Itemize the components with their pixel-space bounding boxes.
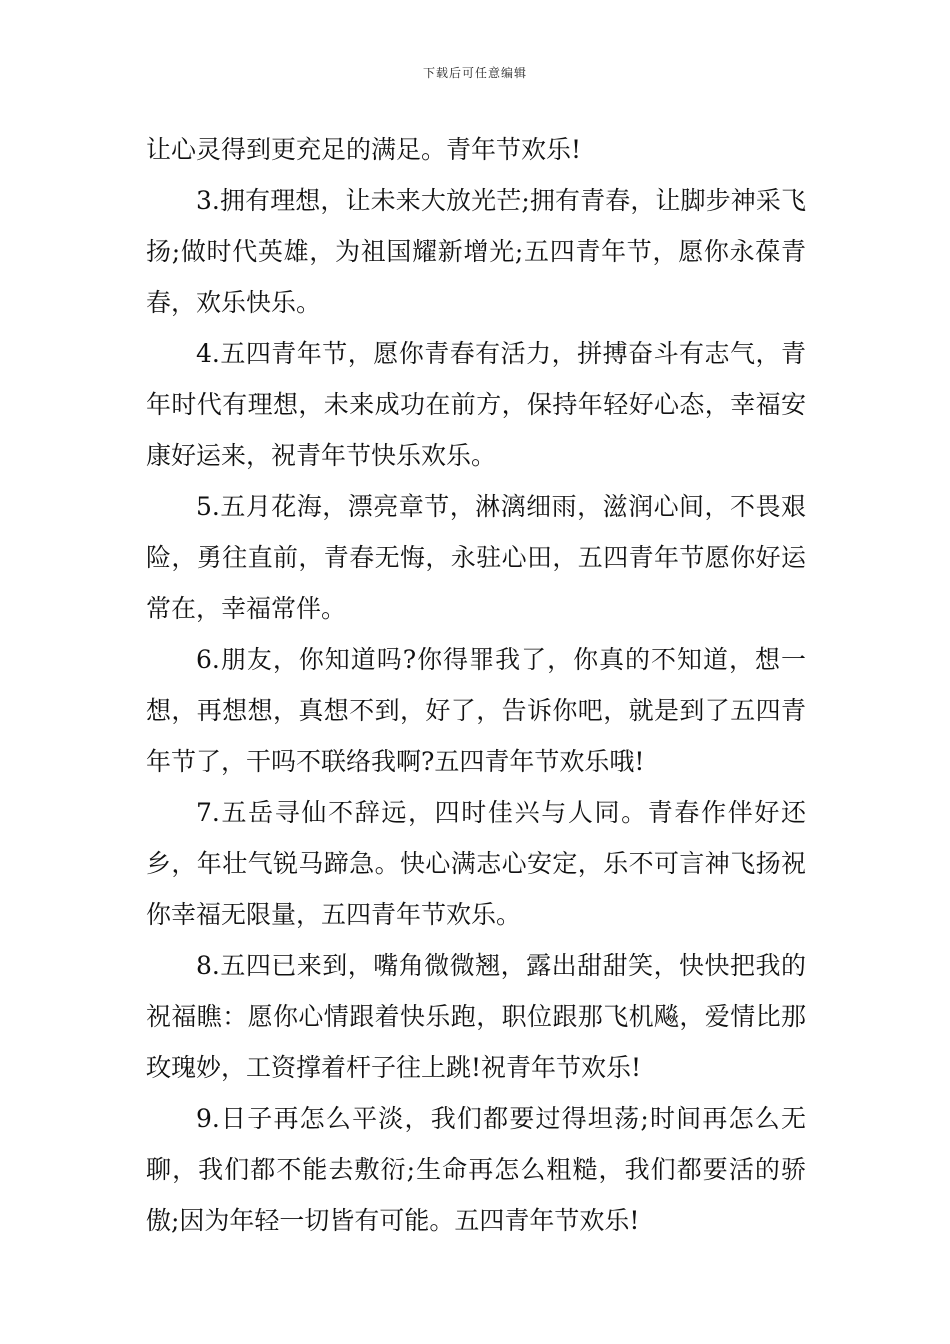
paragraph-item-9: 9.日子再怎么平淡，我们都要过得坦荡;时间再怎么无聊，我们都不能去敷衍;生命再怎么粗糙，我们都要活的骄傲;因为年轻一切皆有可能。五四青年节欢乐! <box>146 1104 806 1235</box>
page-header: 下载后可任意编辑 <box>422 66 527 80</box>
paragraph-item-3: 3.拥有理想，让未来大放光芒;拥有青春，让脚步神采飞扬;做时代英雄，为祖国耀新增光;五四青年节，愿你永葆青春，欢乐快乐。 <box>146 186 806 317</box>
paragraph-continuation: 让心灵得到更充足的满足。青年节欢乐! <box>146 135 582 164</box>
paragraph-item-6: 6.朋友，你知道吗?你得罪我了，你真的不知道，想一想，再想想，真想不到，好了，告诉你吧，就是到了五四青年节了，干吗不联络我啊?五四青年节欢乐哦! <box>146 645 806 776</box>
paragraph-item-8: 8.五四已来到，嘴角微微翘，露出甜甜笑，快快把我的祝福瞧：愿你心情跟着快乐跑，职位跟那飞机飚，爱情比那玫瑰妙，工资撑着杆子往上跳!祝青年节欢乐! <box>146 951 806 1082</box>
paragraph-item-4: 4.五四青年节，愿你青春有活力，拼搏奋斗有志气，青年时代有理想，未来成功在前方，保持年轻好心态，幸福安康好运来，祝青年节快乐欢乐。 <box>146 339 806 470</box>
paragraph-item-5: 5.五月花海，漂亮章节，淋漓细雨，滋润心间，不畏艰险，勇往直前，青春无悔，永驻心田，五四青年节愿你好运常在，幸福常伴。 <box>146 492 806 623</box>
paragraph-item-7: 7.五岳寻仙不辞远，四时佳兴与人同。青春作伴好还乡，年壮气锐马蹄急。快心满志心安定，乐不可言神飞扬祝你幸福无限量，五四青年节欢乐。 <box>146 798 806 929</box>
document-body <box>146 124 806 1246</box>
